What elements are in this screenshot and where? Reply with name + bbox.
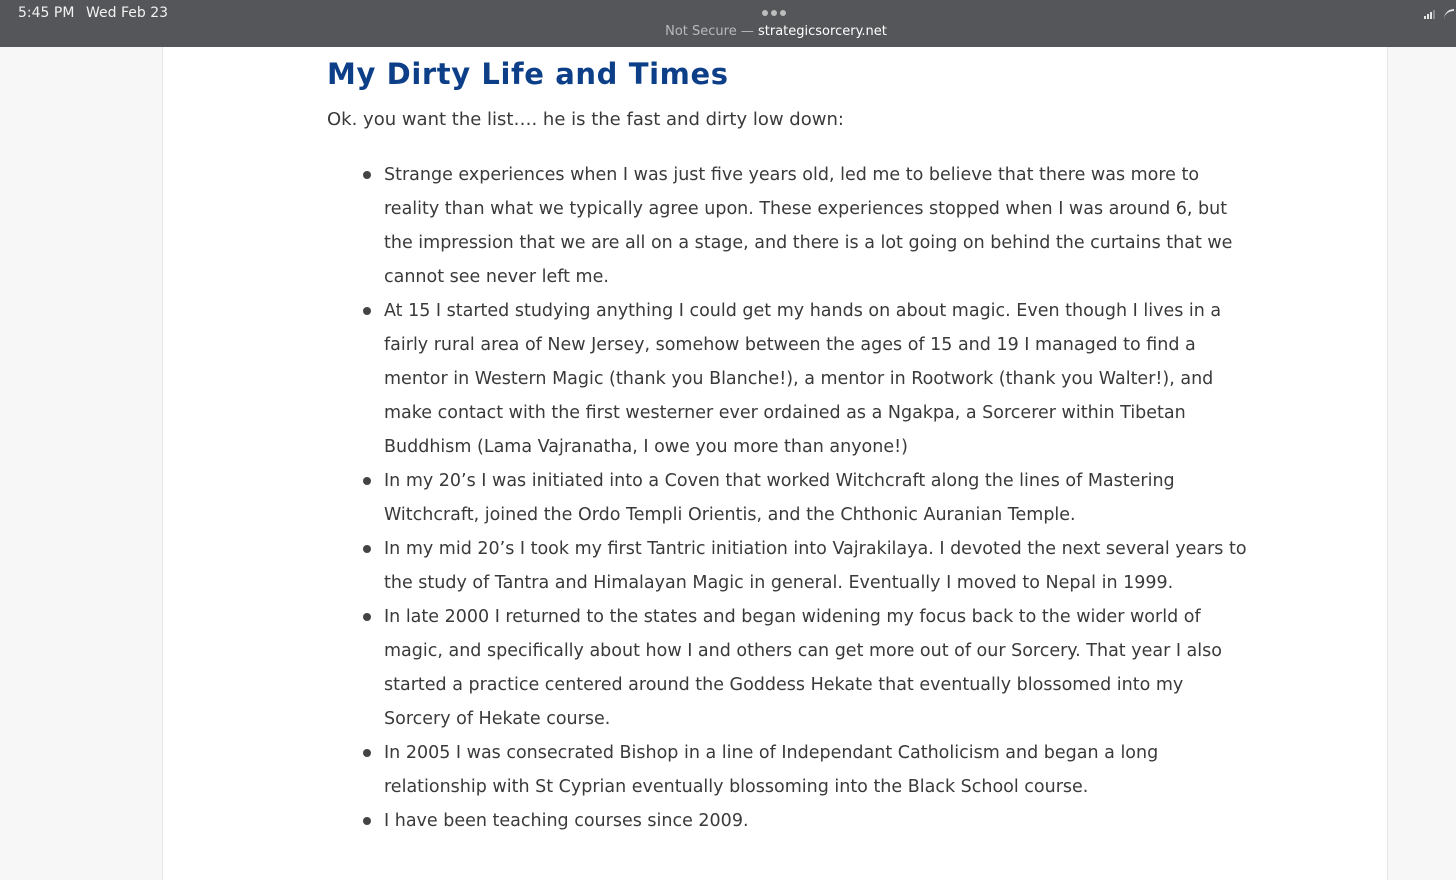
url-host: strategicsorcery.net [758, 24, 887, 39]
list-item-text: In my 20’s I was initiated into a Coven that worked Witchcraft along the lines of Mastering Witchcraft, joined the Ordo Templi Orientis, and the Chthonic Auranian Temple. [384, 471, 1175, 525]
status-time: 5:45 PM [18, 5, 75, 21]
wifi-icon [1444, 9, 1454, 21]
list-item-text: At 15 I started studying anything I could get my hands on about magic. Even though I lives in a fairly rural area of New Jersey, somehow between the ages of 15 and 19 I managed to find a mentor in Western Magic (thank you Blanche!), a mentor in Rootwork (thank you Walter!), and make contact with the first westerner ever ordained as a Ngakpa, a Sorcerer within Tibetan Buddhism (Lama Vajranatha, I owe you more than anyone!) [384, 301, 1222, 457]
bullet-icon [363, 749, 371, 757]
bullet-icon [363, 545, 371, 553]
list-item-text: Strange experiences when I was just five years old, led me to believe that there was more to reality than what we typically agree upon. These experiences stopped when I was around 6, but the impression that we are all on a stage, and there is a lot going on behind the curtains that we cannot see never left me. [384, 165, 1233, 287]
status-bar [0, 0, 1456, 47]
intro-paragraph: Ok. you want the list…. he is the fast and dirty low down: [327, 109, 844, 130]
security-indicator: Not Secure — [665, 24, 754, 39]
list-item [384, 158, 1254, 294]
status-date: Wed Feb 23 [86, 5, 169, 21]
multitasking-dots-icon[interactable] [762, 10, 790, 16]
list-item [384, 804, 1254, 838]
list-item [384, 294, 1254, 464]
list-item-text: In late 2000 I returned to the states and began widening my focus back to the wider world of magic, and specifically about how I and others can get more out of our Sorcery. That year I also started a practice centered around the Goddess Hekate that eventually blossomed into my Sorcery of Hekate course. [384, 607, 1222, 729]
list-item-text: In 2005 I was consecrated Bishop in a line of Independant Catholicism and began a long relationship with St Cyprian eventually blossoming into the Black School course. [384, 743, 1159, 797]
address-bar[interactable] [0, 24, 1456, 39]
bullet-list [359, 158, 1254, 838]
bullet-icon [363, 477, 371, 485]
list-item [384, 600, 1254, 736]
list-item [384, 532, 1254, 600]
list-item [384, 736, 1254, 804]
list-item-text: I have been teaching courses since 2009. [384, 811, 749, 831]
bullet-icon [363, 307, 371, 315]
list-item-text: In my mid 20’s I took my first Tantric initiation into Vajrakilaya. I devoted the next several years to the study of Tantra and Himalayan Magic in general. Eventually I moved to Nepal in 1999. [384, 539, 1247, 593]
page-title: My Dirty Life and Times [327, 57, 729, 91]
bullet-icon [363, 817, 371, 825]
article-page [162, 47, 1388, 880]
signal-icon [1424, 9, 1438, 19]
bullet-icon [363, 171, 371, 179]
bullet-icon [363, 613, 371, 621]
list-item [384, 464, 1254, 532]
